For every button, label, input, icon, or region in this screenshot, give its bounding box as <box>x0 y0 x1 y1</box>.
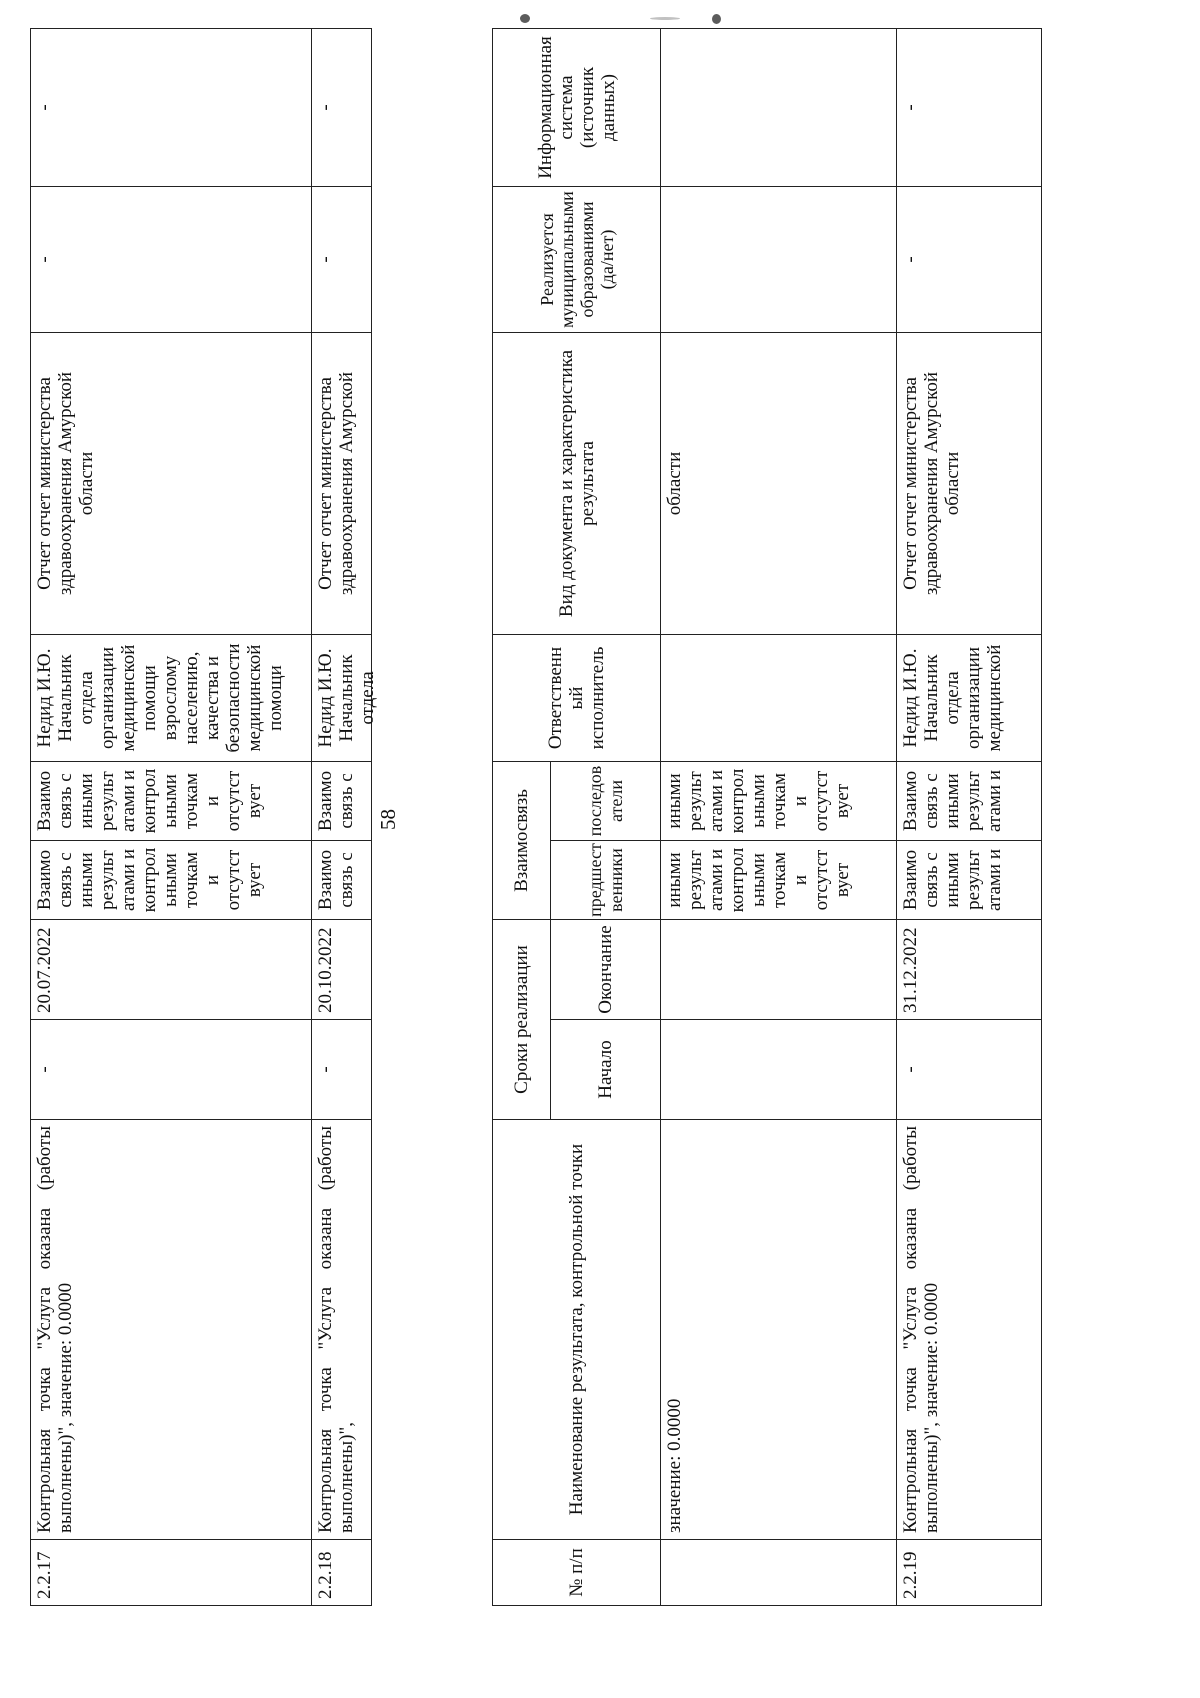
result-name: Контрольная точка "Услуга оказана (работы выполнены)", значение: 0.0000 <box>897 1120 1042 1540</box>
page-number: 58 <box>376 809 400 830</box>
responsible-text: Недид И.Ю. Начальник отдела <box>315 648 378 748</box>
info-system: - <box>897 29 1042 187</box>
result-name-text: Контрольная точка "Услуга оказана (работы выполнены)", <box>315 1126 357 1533</box>
header-pred: предшественники <box>551 841 661 920</box>
info-system: - <box>312 29 372 187</box>
header-start: Начало <box>551 1020 661 1120</box>
header-terms: Сроки реализации <box>493 920 551 1120</box>
start-date: - <box>897 1020 1042 1120</box>
header-responsible: Ответственный исполнитель <box>493 635 661 762</box>
municipal: - <box>312 187 372 333</box>
successors: Взаимосвязь с иными результатами и <box>897 762 1042 841</box>
start-date <box>661 1020 897 1120</box>
header-document: Вид документа и характеристика результата <box>493 333 661 635</box>
predecessors: Взаимосвязь с иными результатами и контрольными точками отсутствует <box>31 841 312 920</box>
info-system: - <box>31 29 312 187</box>
responsible-text: Недид И.Ю. Начальник отдела организации медицинской <box>900 644 1005 752</box>
row-number <box>661 1540 897 1606</box>
document-type: Отчет отчет министерства здравоохранения Амурской области <box>31 333 312 635</box>
document-type <box>312 333 372 635</box>
predecessors: иными результатами и контрольными точками отсутствует <box>661 841 897 920</box>
table-row <box>897 29 1042 1606</box>
end-date: 31.12.2022 <box>897 920 1042 1020</box>
successors: Взаимосвязь с иными результатами и контрольными точками отсутствует <box>31 762 312 841</box>
scan-speck <box>712 14 721 24</box>
responsible <box>897 635 1042 762</box>
responsible <box>312 635 378 762</box>
table-lower <box>492 28 1042 1606</box>
table-row <box>31 29 312 1606</box>
start-date: - <box>31 1020 312 1120</box>
table-upper <box>30 28 378 1606</box>
row-number: 2.2.17 <box>31 1540 312 1606</box>
scan-speck <box>520 14 530 23</box>
info-system <box>661 29 897 187</box>
document-type: Отчет отчет министерства здравоохранения Амурской области <box>897 333 1042 635</box>
row-number: 2.2.19 <box>897 1540 1042 1606</box>
header-municipal: Реализуется муниципальными образованиями (да/нет) <box>493 187 661 333</box>
table-row <box>312 29 372 1606</box>
municipal <box>661 187 897 333</box>
result-name: Контрольная точка "Услуга оказана (работы выполнены)", значение: 0.0000 <box>31 1120 312 1540</box>
responsible <box>661 635 897 762</box>
document-type: области <box>661 333 897 635</box>
header-row <box>493 29 551 1606</box>
result-name <box>312 1120 372 1540</box>
start-date: - <box>312 1020 372 1120</box>
successors: иными результатами и контрольными точками отсутствует <box>661 762 897 841</box>
end-date <box>661 920 897 1020</box>
end-date: 20.07.2022 <box>31 920 312 1020</box>
responsible-text: Недид И.Ю. Начальник отдела организации медицинской помощи взрослому населению, качества и безопасности медицинской помощи <box>34 643 286 753</box>
table-row-continuation <box>661 29 897 1606</box>
header-name: Наименование результата, контрольной точки <box>493 1120 661 1540</box>
document-type-text: Отчет отчет министерства здравоохранения Амурской <box>315 371 357 596</box>
header-end: Окончание <box>551 920 661 1020</box>
result-name: значение: 0.0000 <box>661 1120 897 1540</box>
responsible <box>31 635 312 762</box>
successors: Взаимосвязь с <box>312 762 372 841</box>
header-link: Взаимосвязь <box>493 762 551 920</box>
municipal: - <box>31 187 312 333</box>
predecessors: Взаимосвязь с <box>312 841 372 920</box>
scan-speck <box>650 17 680 20</box>
predecessors: Взаимосвязь с иными результатами и <box>897 841 1042 920</box>
municipal: - <box>897 187 1042 333</box>
end-date: 20.10.2022 <box>312 920 372 1020</box>
header-info: Информационная система (источник данных) <box>493 29 661 187</box>
row-number: 2.2.18 <box>312 1540 372 1606</box>
header-succ: последователи <box>551 762 661 841</box>
header-num: № п/п <box>493 1540 661 1606</box>
